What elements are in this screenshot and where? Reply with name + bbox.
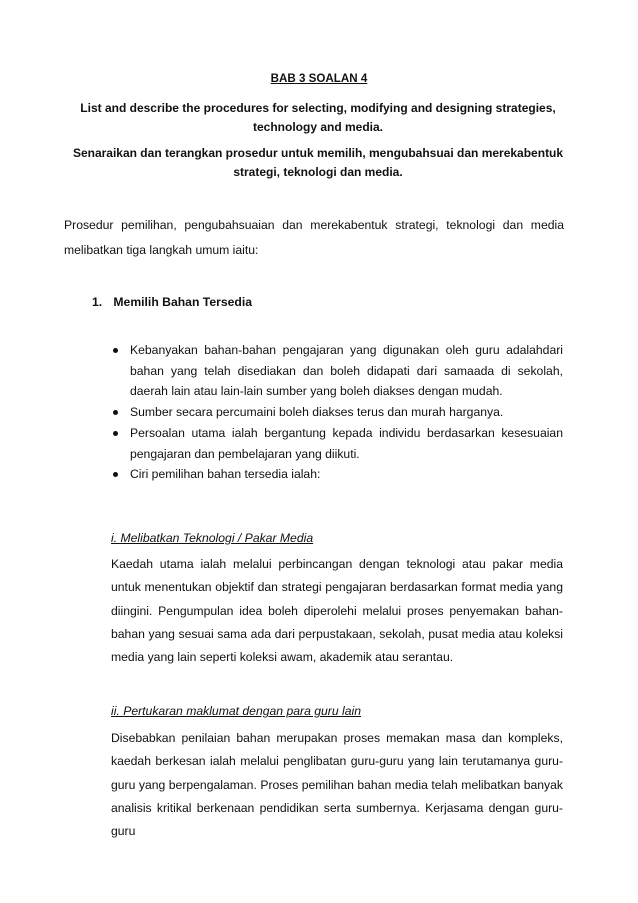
bullet-icon [113, 410, 118, 415]
question-malay: Senaraikan dan terangkan prosedur untuk memilih, mengubahsuai dan merekabentuk strategi, teknologi dan media. [72, 146, 564, 179]
bullet-item: Ciri pemilihan bahan tersedia ialah: [113, 464, 563, 485]
section-1-heading [92, 295, 252, 309]
document-title: BAB 3 SOALAN 4 [270, 72, 368, 85]
bullet-item: Kebanyakan bahan-bahan pengajaran yang digunakan oleh guru adalahdari bahan yang telah disediakan dan boleh didapati dari samaada di sekolah, daerah lain atau lain-lain sumber yang boleh diakses dengan mudah. [113, 340, 563, 402]
subsection-ii-paragraph: Disebabkan penilaian bahan merupakan proses memakan masa dan kompleks, kaedah berkesan ialah melalui penglibatan guru-guru yang lain terutamanya guru-guru yang berpengalaman. Proses pemilihan bahan media telah melibatkan banyak analisis kritikal berkenaan pendidikan serta sumbernya. Kerjasama dengan guru-guru [111, 731, 563, 839]
intro-paragraph: Prosedur pemilihan, pengubahsuaian dan merekabentuk strategi, teknologi dan media melibatkan tiga langkah umum iaitu: [64, 218, 564, 257]
bullet-icon [113, 348, 118, 353]
bullet-icon [113, 431, 118, 436]
bullet-item: Sumber secara percumaini boleh diakses terus dan murah harganya. [113, 402, 563, 423]
subsection-ii-heading: ii. Pertukaran maklumat dengan para guru lain [111, 704, 361, 718]
question-english: List and describe the procedures for selecting, modifying and designing strategies, technology and media. [80, 101, 556, 134]
bullet-item: Persoalan utama ialah bergantung kepada individu berdasarkan kesesuaian pengajaran dan pembelajaran yang diikuti. [113, 423, 563, 464]
subsection-i-heading: i. Melibatkan Teknologi / Pakar Media [111, 531, 314, 545]
subsection-i-paragraph: Kaedah utama ialah melalui perbincangan dengan teknologi atau pakar media untuk menentukan objektif dan strategi pengajaran berdasarkan format media yang diingini. Pengumpulan idea boleh diperolehi melalui proses penyemakan bahan-bahan yang sesuai sama ada dari perpustakaan, sekolah, pusat media atau koleksi media yang lain seperti koleksi awam, akademik atau serantau. [111, 557, 563, 665]
bullet-icon [113, 472, 118, 477]
section-1-title: Memilih Bahan Tersedia [113, 295, 253, 309]
section-1-bullet-list [113, 340, 563, 485]
section-1-number: 1. [92, 295, 103, 309]
